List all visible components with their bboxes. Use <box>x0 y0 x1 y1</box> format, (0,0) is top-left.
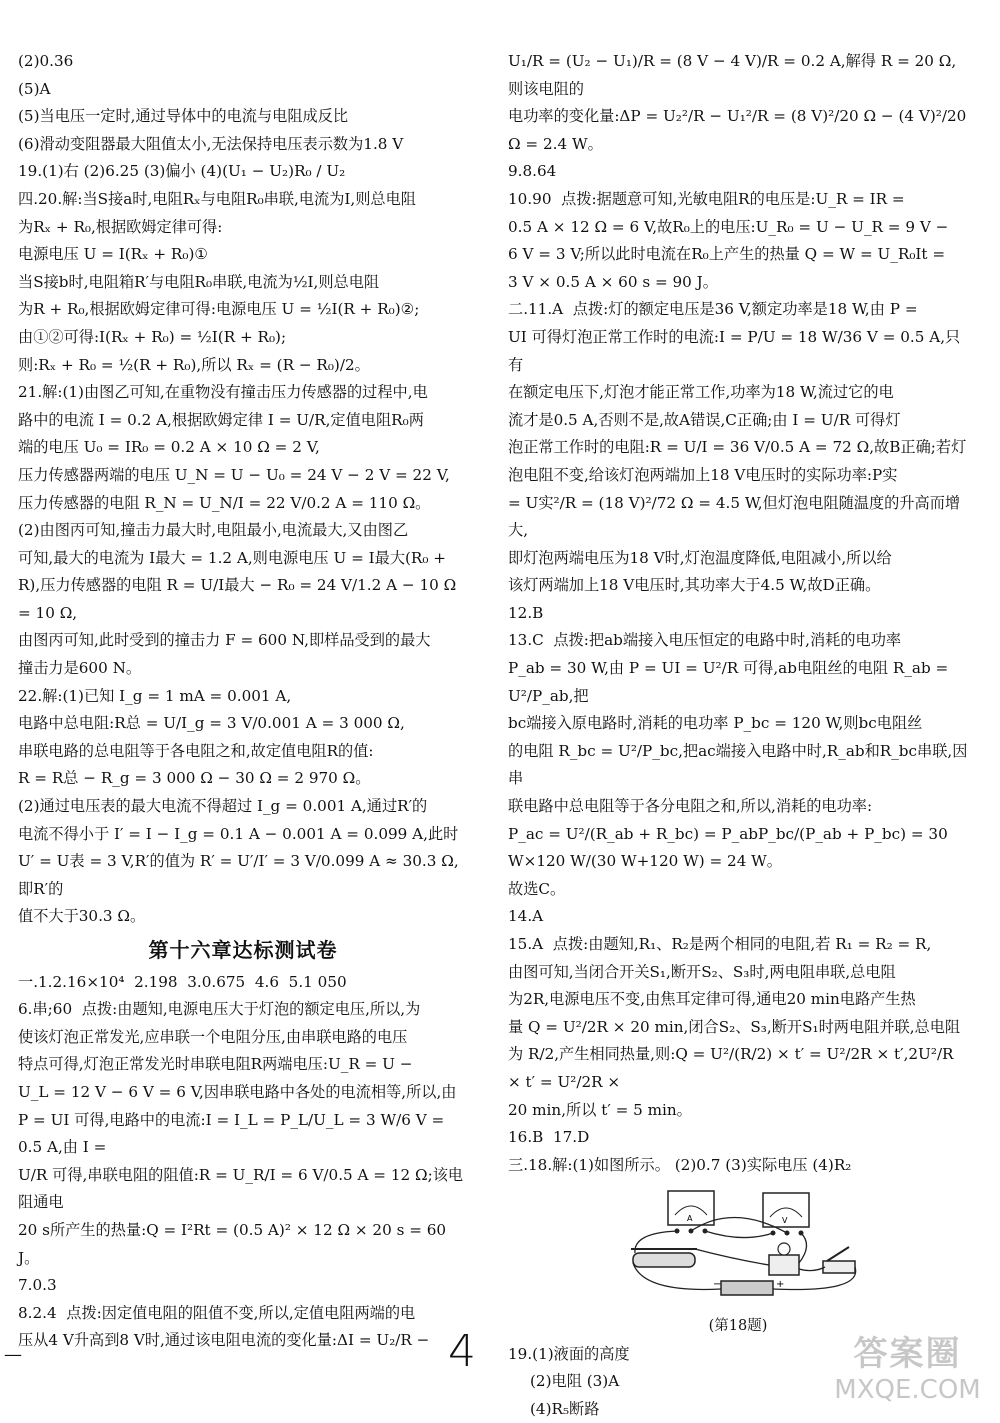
answer-line: 15.A 点拨:由题知,R₁、R₂是两个相同的电阻,若 R₁ = R₂ = R, <box>508 935 932 953</box>
answer-line: UI 可得灯泡正常工作时的电流:I = P/U = 18 W/36 V = 0.5 A,只有 <box>508 327 961 374</box>
answer-line: (5)A <box>18 79 51 98</box>
answer-line: 故选C。 <box>508 879 566 898</box>
answer-line: 压从4 V升高到8 V时,通过该电阻电流的变化量:ΔI = U₂/R − <box>18 1331 430 1350</box>
answer-line: = U实²/R = (18 V)²/72 Ω = 4.5 W,但灯泡电阻随温度的升高而增大, <box>508 493 961 540</box>
right-column <box>508 48 972 1423</box>
answer-line: 的电阻 R_bc = U²/P_bc,把ac端接入电路中时,R_ab和R_bc串联,因串 <box>508 741 968 788</box>
svg-text:+: + <box>776 1279 785 1291</box>
answer-line: U′ = U表 = 3 V,R′的值为 R′ = U′/I′ = 3 V/0.099 A ≈ 30.3 Ω,即R′的 <box>18 852 459 898</box>
answer-line: 13.C 点拨:把ab端接入电压恒定的电路中时,消耗的电功率 <box>508 631 902 650</box>
watermark-site: MXQE.COM <box>834 1375 981 1405</box>
answer-line: (5)当电压一定时,通过导体中的电流与电阻成反比 <box>18 107 349 126</box>
answer-line: 即灯泡两端电压为18 V时,灯泡温度降低,电阻减小,所以给 <box>508 548 892 567</box>
answer-line: 撞击力是600 N。 <box>18 659 142 678</box>
answer-line: U₁/R = (U₂ − U₁)/R = (8 V − 4 V)/R = 0.2 A,解得 R = 20 Ω,则该电阻的 <box>508 52 957 98</box>
figure-caption: (第18题) <box>708 1317 768 1334</box>
answer-line: 6 V = 3 V;所以此时电流在R₀上产生的热量 Q = W = U_R₀It = <box>508 245 946 264</box>
answer-line: 二.11.A 点拨:灯的额定电压是36 V,额定功率是18 W,由 P = <box>508 300 918 319</box>
answer-line: 由①②可得:I(Rₓ + R₀) = ½I(R + R₀); <box>18 327 287 346</box>
answer-line: 串联电路的总电阻等于各电阻之和,故定值电阻R的值: <box>18 741 374 760</box>
answer-line: 为 R/2,产生相同热量,则:Q = U²/(R/2) × t′ = U²/2R × t′,2U²/R × t′ = U²/2R × <box>508 1045 959 1091</box>
answer-line: (6)滑动变阻器最大阻值太小,无法保持电压表示数为1.8 V <box>18 134 404 153</box>
answer-line: 泡电阻不变,给该灯泡两端加上18 V电压时的实际功率:P实 <box>508 465 898 484</box>
handwritten-page-number: 4 <box>448 1326 476 1377</box>
answer-line: (2)通过电压表的最大电流不得超过 I_g = 0.001 A,通过R′的 <box>18 797 428 816</box>
answer-line: 三.18.解:(1)如图所示。 (2)0.7 (3)实际电压 (4)R₂ <box>508 1155 852 1174</box>
answer-line: 在额定电压下,灯泡才能正常工作,功率为18 W,流过它的电 <box>508 383 894 402</box>
answer-line: (4)R₅断路 <box>530 1399 600 1418</box>
circuit-diagram <box>613 1183 863 1303</box>
answer-line: 压力传感器两端的电压 U_N = U − U₀ = 24 V − 2 V = 22 V, <box>18 465 450 484</box>
answer-line: 当S接b时,电阻箱R′与电阻R₀串联,电流为½I,则总电阻 <box>18 272 380 291</box>
battery-icon <box>721 1281 773 1295</box>
answer-line: (2)由图丙可知,撞击力最大时,电阻最小,电流最大,又由图乙 <box>18 521 409 540</box>
answer-line: 19.(1)液面的高度 <box>508 1344 630 1363</box>
answer-line: 14.A <box>508 907 544 926</box>
answer-line: 20 s所产生的热量:Q = I²Rt = (0.5 A)² × 12 Ω × 20 s = 60 J。 <box>18 1220 451 1267</box>
watermark <box>825 1326 990 1405</box>
answer-line: 联电路中总电阻等于各分电阻之和,所以,消耗的电功率: <box>508 797 873 816</box>
answer-line: 21.解:(1)由图乙可知,在重物没有撞击压力传感器的过程中,电 <box>18 383 428 402</box>
answer-line: 可知,最大的电流为 I最大 = 1.2 A,则电源电压 U = I最大(R₀ + <box>18 548 447 567</box>
answer-line: R),压力传感器的电阻 R = U/I最大 − R₀ = 24 V/1.2 A − 10 Ω = 10 Ω, <box>18 576 462 622</box>
answer-line: 20 min,所以 t′ = 5 min。 <box>508 1100 692 1119</box>
answer-line: 为R + R₀,根据欧姆定律可得:电源电压 U = ½I(R + R₀)②; <box>18 300 420 319</box>
answer-line: 路中的电流 I = 0.2 A,根据欧姆定律 I = U/R,定值电阻R₀两 <box>18 410 424 429</box>
answer-line: 8.2.4 点拨:因定值电阻的阻值不变,所以,定值电阻两端的电 <box>18 1303 416 1322</box>
answer-line: 3 V × 0.5 A × 60 s = 90 J。 <box>508 272 718 291</box>
answer-line: 6.串;60 点拨:由题知,电源电压大于灯泡的额定电压,所以,为 <box>18 1000 421 1019</box>
answer-line: 12.B <box>508 603 544 622</box>
answer-line: U/R 可得,串联电阻的阻值:R = U_R/I = 6 V/0.5 A = 12 Ω;该电阻通电 <box>18 1165 464 1212</box>
answer-line: 压力传感器的电阻 R_N = U_N/I = 22 V/0.2 A = 110 Ω。 <box>18 493 431 512</box>
answer-line: U_L = 12 V − 6 V = 6 V,因串联电路中各处的电流相等,所以,由 <box>18 1082 457 1101</box>
answer-line: P_ac = U²/(R_ab + R_bc) = P_abP_bc/(P_ab + P_bc) = 30 W×120 W/(30 W+120 W) = 24 W。 <box>508 824 953 871</box>
answer-line: 由图可知,当闭合开关S₁,断开S₂、S₃时,两电阻串联,总电阻 <box>508 962 896 981</box>
left-column <box>18 48 468 1355</box>
answer-line: (2)0.36 <box>18 52 74 70</box>
answer-line: 使该灯泡正常发光,应串联一个电阻分压,由串联电路的电压 <box>18 1027 408 1046</box>
answer-line: P_ab = 30 W,由 P = UI = U²/R 可得,ab电阻丝的电阻 R_ab = U²/P_ab,把 <box>508 659 954 705</box>
answer-line: bc端接入原电路时,消耗的电功率 P_bc = 120 W,则bc电阻丝 <box>508 714 923 733</box>
lamp-icon <box>769 1255 799 1275</box>
answer-line: (2)电阻 (3)A <box>530 1372 620 1391</box>
chapter-title: 第十六章达标测试卷 <box>148 938 338 962</box>
answer-line: 该灯两端加上18 V电压时,其功率大于4.5 W,故D正确。 <box>508 576 881 595</box>
svg-text:−: − <box>713 1279 722 1291</box>
answer-line: 四.20.解:当S接a时,电阻Rₓ与电阻R₀串联,电流为I,则总电阻 <box>18 189 416 208</box>
svg-text:A: A <box>687 1214 693 1224</box>
answer-line: 则:Rₓ + R₀ = ½(R + R₀),所以 Rₓ = (R − R₀)/2。 <box>18 355 370 374</box>
answer-line: 流才是0.5 A,否则不是,故A错误,C正确;由 I = U/R 可得灯 <box>508 410 901 429</box>
switch-icon <box>823 1261 855 1273</box>
answer-line: P = UI 可得,电路中的电流:I = I_L = P_L/U_L = 3 W/6 V = 0.5 A,由 I = <box>18 1110 450 1157</box>
answer-line: 泡正常工作时的电阻:R = U/I = 36 V/0.5 A = 72 Ω,故B正确;若灯 <box>508 438 967 457</box>
answer-line: 16.B 17.D <box>508 1128 590 1147</box>
answer-line: 9.8.64 <box>508 162 557 181</box>
answer-line: 19.(1)右 (2)6.25 (3)偏小 (4)(U₁ − U₂)R₀ / U₂ <box>18 162 346 181</box>
answer-line: 10.90 点拨:据题意可知,光敏电阻R的电压是:U_R = IR = <box>508 189 905 208</box>
answer-line: 量 Q = U²/2R × 20 min,闭合S₂、S₃,断开S₁时两电阻并联,总电阻 <box>508 1017 961 1036</box>
circuit-figure <box>508 1183 968 1340</box>
answer-line: 一.1.2.16×10⁴ 2.198 3.0.675 4.6 5.1 050 <box>18 972 347 991</box>
answer-line: 电功率的变化量:ΔP = U₂²/R − U₁²/R = (8 V)²/20 Ω − (4 V)²/20 Ω = 2.4 W。 <box>508 107 972 153</box>
watermark-logo: 答案圈 <box>853 1334 962 1374</box>
answer-line: 电源电压 U = I(Rₓ + R₀)① <box>18 245 208 264</box>
answer-line: 为2R,电源电压不变,由焦耳定律可得,通电20 min电路产生热 <box>508 990 916 1009</box>
answer-line: R = R总 − R_g = 3 000 Ω − 30 Ω = 2 970 Ω。 <box>18 769 371 788</box>
answer-line: 为Rₓ + R₀,根据欧姆定律可得: <box>18 217 223 236</box>
answer-line: 端的电压 U₀ = IR₀ = 0.2 A × 10 Ω = 2 V, <box>18 438 320 457</box>
answer-line: 0.5 A × 12 Ω = 6 V,故R₀上的电压:U_R₀ = U − U_R = 9 V − <box>508 217 949 236</box>
page-edge-mark: — <box>4 1344 22 1365</box>
answer-line: 7.0.3 <box>18 1276 57 1295</box>
answer-line: 特点可得,灯泡正常发光时串联电阻R两端电压:U_R = U − <box>18 1055 413 1074</box>
answer-line: 电路中总电阻:R总 = U/I_g = 3 V/0.001 A = 3 000 Ω, <box>18 714 405 733</box>
answer-line: 电流不得小于 I′ = I − I_g = 0.1 A − 0.001 A = 0.099 A,此时 <box>18 824 459 843</box>
answer-line: 值不大于30.3 Ω。 <box>18 907 146 926</box>
svg-text:V: V <box>782 1216 788 1226</box>
answer-line: 22.解:(1)已知 I_g = 1 mA = 0.001 A, <box>18 686 292 705</box>
answer-line: 由图丙可知,此时受到的撞击力 F = 600 N,即样品受到的最大 <box>18 631 431 650</box>
rheostat-icon <box>633 1253 695 1267</box>
